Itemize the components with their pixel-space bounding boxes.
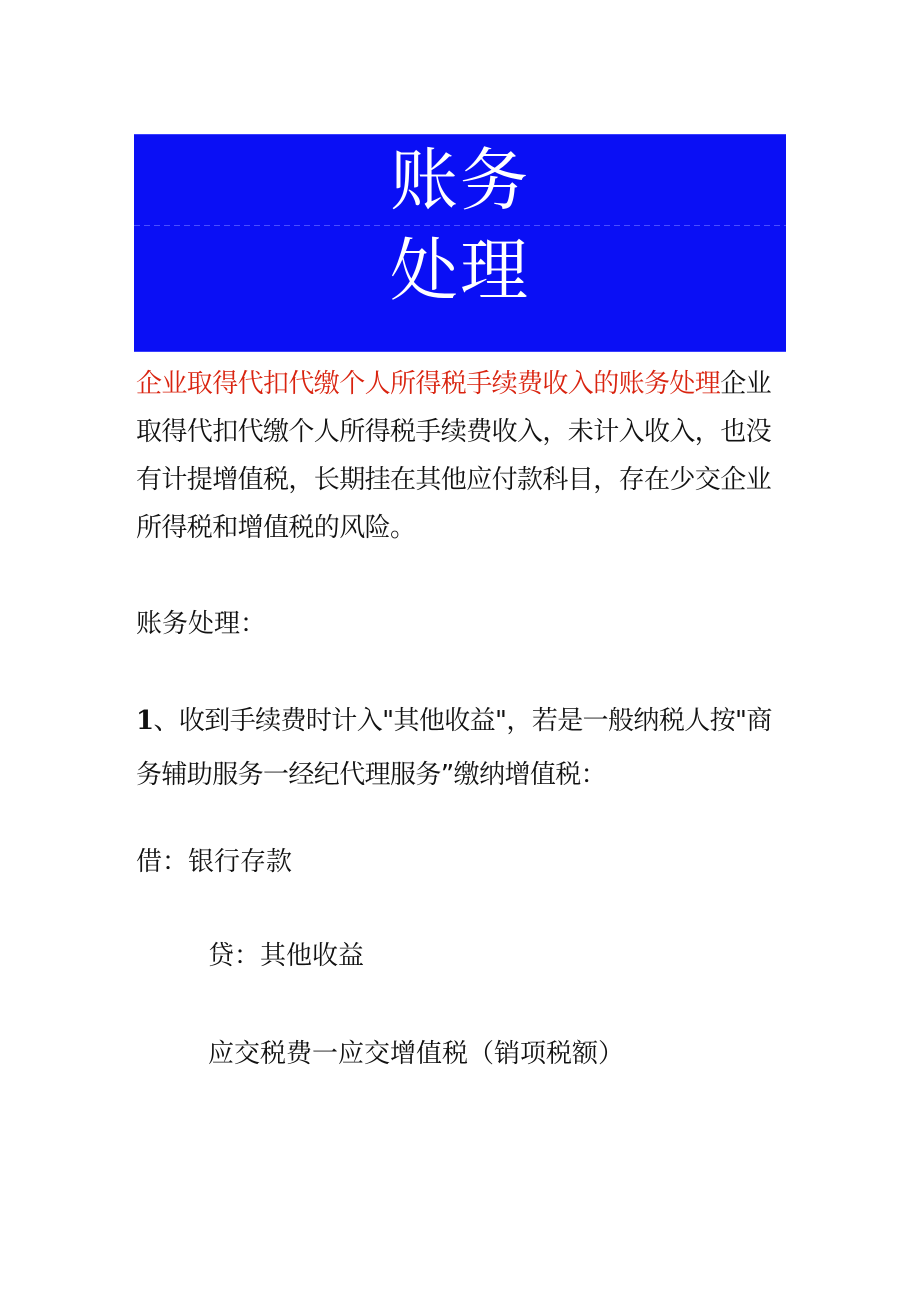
journal-credit-entry-1: 贷：其他收益 [208, 941, 365, 971]
step-1-paragraph [136, 694, 788, 802]
intro-paragraph [136, 360, 788, 552]
title-banner [134, 134, 786, 352]
section-label: 账务处理： [136, 609, 267, 639]
banner-title-line-1: 账务 [389, 142, 530, 221]
intro-body: 企业取得代扣代缴个人所得税手续费收入，未计入收入，也没有计提增值税，长期挂在其他应付款科目，存在少交企业所得税和增值税的风险。 [136, 369, 772, 543]
step-1-number: 1 [136, 706, 154, 736]
journal-debit-entry: 借：银行存款 [136, 847, 293, 877]
step-1-text: 、收到手续费时计入"其他收益"，若是一般纳税人按"商务辅助服务一经纪代理服务”缴纳增值税： [136, 706, 772, 790]
journal-credit-entry-2: 应交税费一应交增值税（销项税额） [208, 1039, 625, 1069]
banner-divider [134, 225, 786, 226]
intro-lead-title: 企业取得代扣代缴个人所得税手续费收入的账务处理 [136, 369, 721, 399]
banner-title-line-2: 处理 [389, 232, 530, 311]
